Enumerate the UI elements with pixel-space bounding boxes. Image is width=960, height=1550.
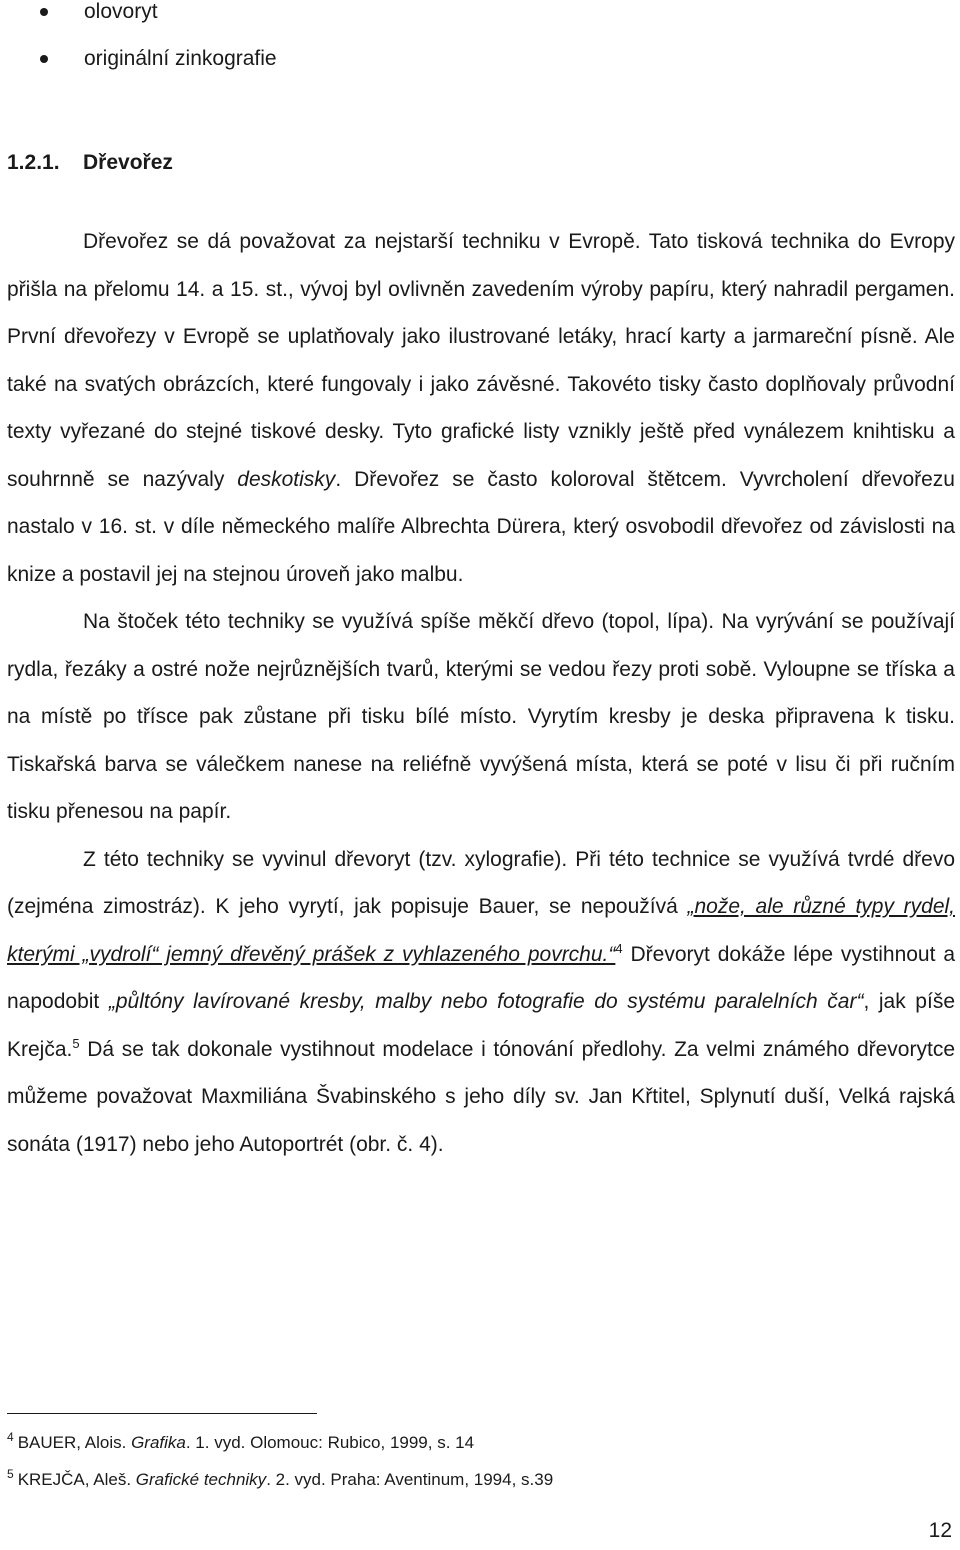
footnote-number: 4 [7,1430,14,1445]
text-run: . 1. vyd. Olomouc: Rubico, 1999, s. 14 [185,1433,475,1452]
italic-text: Grafické techniky [135,1470,267,1489]
bullet-text: olovoryt [84,0,158,23]
text-run: Z této techniky se vyvinul dřevoryt (tzv. xylografie). Při této technice se využívá tvrdé dřevo (zejména zimostráz). K jeho vyrytí, jak popisuje Bauer, se nepoužívá [7,847,955,918]
bullet-item [0,35,960,82]
paragraph [7,836,955,1169]
footnote [7,1424,955,1461]
text-run: Dřevoryt dokáže lépe vystihnout a napodobit [7,942,955,1013]
footnote [7,1461,955,1498]
text-run: . Dřevořez se často koloroval štětcem. Vyvrcholení dřevořezu nastalo v 16. st. v díle německého malíře Albrechta Dürera, který osvobodil dřevořez od závislosti na knize a postavil jej na stejnou úroveň jako malbu. [7,467,955,586]
text-run: Na štoček této techniky se využívá spíše měkčí dřevo (topol, lípa). Na vyrývání se používají rydla, řezáky a ostré nože nejrůznějších tvarů, kterými se vedou řezy proti sobě. Vyloupne se tříska a na místě po třísce pak zůstane při tisku bílé místo. Vyrytím kresby je deska připravena k tisku. Tiskařská barva se válečkem nanese na reliéfně vyvýšená místa, která se poté v lisu či při ručním tisku přenesou na papír. [7,610,955,823]
footnotes [7,1424,955,1498]
footnote-number: 5 [7,1467,14,1482]
bullet-list [0,0,960,82]
bullet-icon [40,8,48,16]
italic-text: „půltóny lavírované kresby, malby nebo fotografie do systému paralelních čar“ [108,990,864,1013]
text-run: . 2. vyd. Praha: Aventinum, 1994, s.39 [266,1470,554,1489]
footnote-ref: 5 [72,1035,80,1051]
page-number: 12 [928,1519,952,1542]
text-run: BAUER, Alois. [17,1433,132,1452]
bullet-item [0,0,960,35]
section-heading [7,143,173,183]
body-text [7,218,955,1168]
section-title: Dřevořez [83,151,173,174]
bullet-text: originální zinkografie [84,47,277,70]
text-run: Dřevořez se dá považovat za nejstarší techniku v Evropě. Tato tisková technika do Evropy přišla na přelomu 14. a 15. st., vývoj byl ovlivněn zavedením výroby papíru, který nahradil pergamen. První dřevořezy v Evropě se uplatňovaly jako ilustrované letáky, hrací karty a jarmareční písně. Ale také na svatých obrázcích, které fungovaly i jako závěsné. Takovéto tisky často doplňovaly průvodní texty vyřezané do stejné tiskové desky. Tyto grafické listy vznikly ještě před vynálezem knihtisku a souhrnně se nazývaly [7,230,955,491]
footnote-ref: 4 [615,940,623,956]
text-run: , jak píše Krejča. [7,990,956,1061]
footnote-separator [7,1413,317,1414]
text-run: Dá se tak dokonale vystihnout modelace i tónování předlohy. Za velmi známého dřevorytce můžeme považovat Maxmiliána Švabinského s jeho díly sv. Jan Křtitel, Splynutí duší, Velká rajská sonáta (1917) nebo jeho Autoportrét (obr. č. 4). [7,1037,955,1156]
text-run: KREJČA, Aleš. [17,1470,136,1489]
bullet-icon [40,55,48,63]
paragraph [7,598,955,836]
paragraph [7,218,955,598]
italic-text: deskotisky [237,467,336,491]
section-number: 1.2.1. [7,151,60,174]
italic-text: Grafika [131,1433,186,1452]
italic-text: „nože, ale různé typy rydel, kterými „vydrolí“ jemný dřevěný prášek z vyhlazeného povrchu.“ [7,895,956,966]
